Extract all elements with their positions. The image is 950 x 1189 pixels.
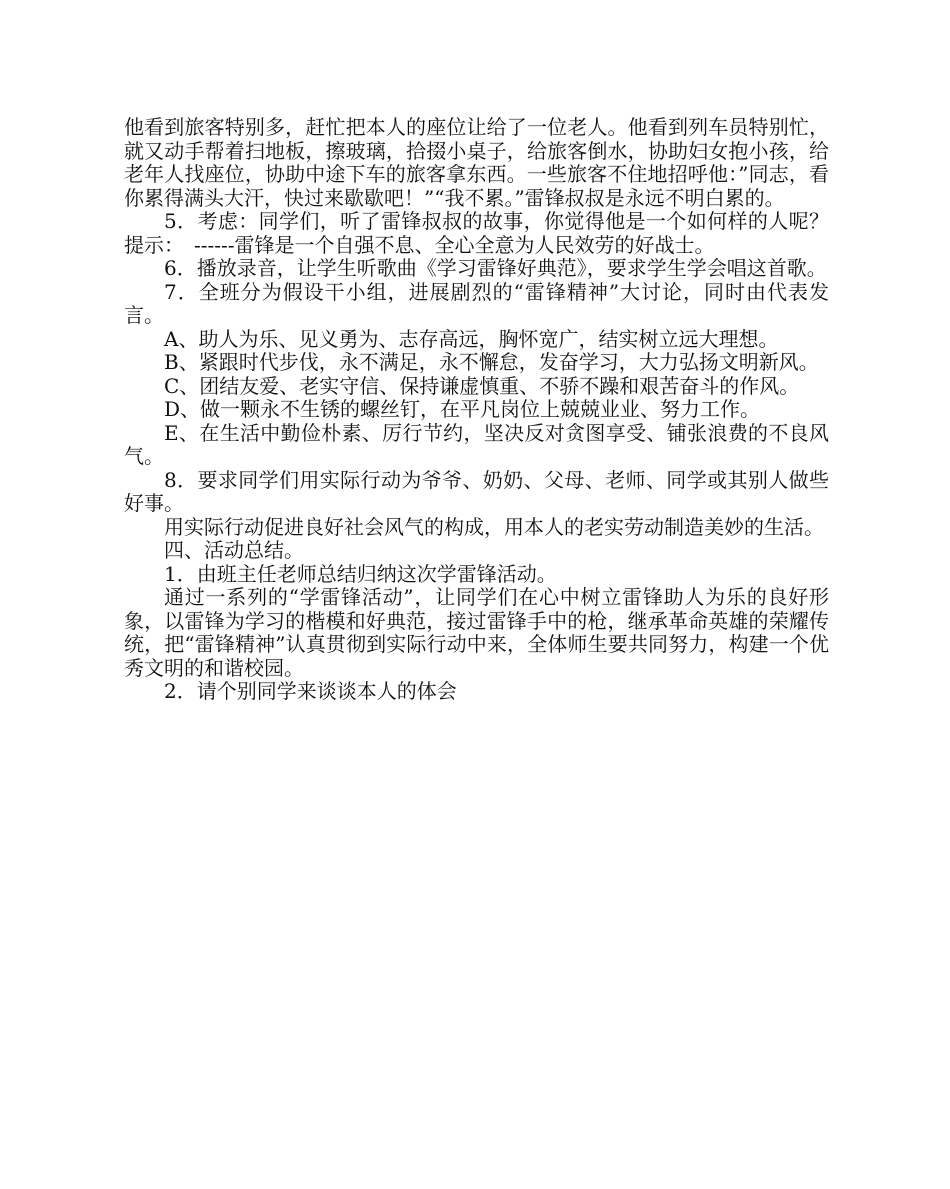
- paragraph-story-continuation: 他看到旅客特别多，赶忙把本人的座位让给了一位老人。他看到列车员特别忙，就又动手帮着扫地板，擦玻璃，拾掇小桌子，给旅客倒水，协助妇女抱小孩，给老年人找座位，协助中途下车的旅客拿东西。一些旅客不住地招呼他：”同志，看你累得满头大汗，快过来歇歇吧！”“我不累。”雷锋叔叔是永远不明白累的。: [124, 115, 829, 210]
- document-body: [124, 116, 829, 704]
- paragraph-step-6: 6．播放录音，让学生听歌曲《学习雷锋好典范》，要求学生学会唱这首歌。: [164, 256, 827, 280]
- paragraph-step-8: 8．要求同学们用实际行动为爷爷、奶奶、父母、老师、同学或其别人做些好事。: [124, 467, 829, 515]
- paragraph-summary-body: 通过一系列的“学雷锋活动”，让同学们在心中树立雷锋助人为乐的良好形象，以雷锋为学习的楷模和好典范，接过雷锋手中的枪，继承革命英雄的荣耀传统，把“雷锋精神”认真贯彻到实际行动中来，全体师生要共同努力，构建一个优秀文明的和谐校园。: [124, 585, 829, 680]
- paragraph-summary-2: 2．请个别同学来谈谈本人的体会: [164, 679, 457, 703]
- paragraph-action: 用实际行动促进良好社会风气的构成，用本人的老实劳动制造美妙的生活。: [164, 514, 824, 539]
- paragraph-step-5: 5．考虑：同学们，听了雷锋叔叔的故事，你觉得他是一个如何样的人呢？提示： ------雷锋是一个自强不息、全心全意为人民效劳的好战士。: [124, 209, 829, 257]
- paragraph-summary-1: 1．由班主任老师总结归纳这次学雷锋活动。: [164, 561, 557, 586]
- paragraph-point-e: E、在生活中勤俭朴素、厉行节约，坚决反对贪图享受、铺张浪费的不良风气。: [124, 420, 829, 468]
- paragraph-point-a: A、助人为乐、见义勇为、志存高远，胸怀宽广，结实树立远大理想。: [164, 326, 779, 351]
- paragraph-step-7: 7．全班分为假设干小组，进展剧烈的“雷锋精神”大讨论，同时由代表发言。: [124, 279, 829, 327]
- paragraph-point-c: C、团结友爱、老实守信、保持谦虚慎重、不骄不躁和艰苦奋斗的作风。: [164, 373, 800, 398]
- paragraph-point-d: D、做一颗永不生锈的螺丝钉，在平凡岗位上兢兢业业、努力工作。: [164, 397, 761, 421]
- section-heading-summary: 四、活动总结。: [164, 538, 304, 562]
- paragraph-point-b: B、紧跟时代步伐，永不满足，永不懈怠，发奋学习，大力弘扬文明新风。: [164, 350, 819, 374]
